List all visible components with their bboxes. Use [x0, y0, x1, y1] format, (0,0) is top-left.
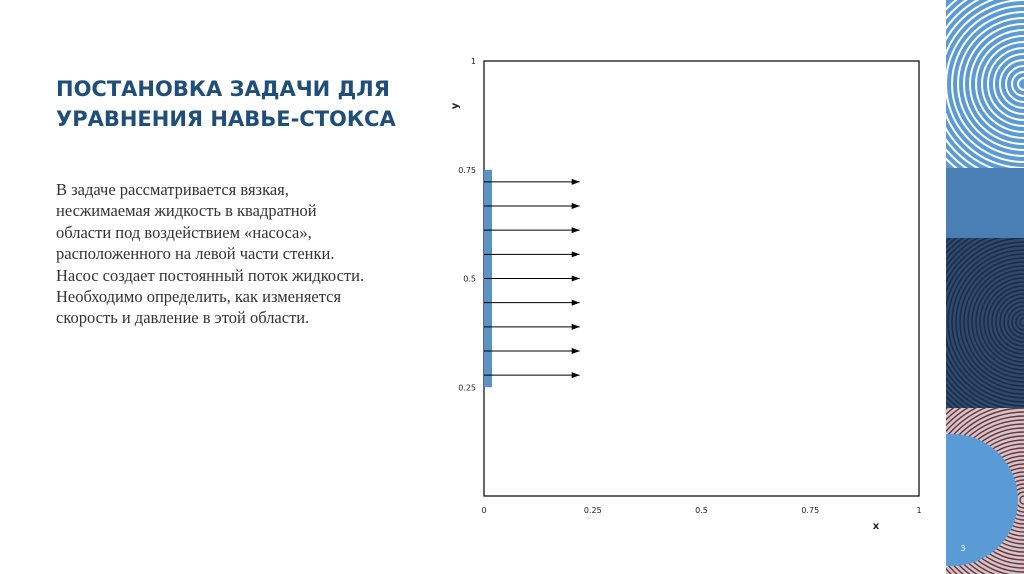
y-tick-label: 1	[470, 57, 476, 66]
y-axis-label: y	[450, 102, 461, 110]
body-line: несжимаемая жидкость в квадратной	[56, 201, 317, 221]
y-tick-label: 0.75	[458, 165, 476, 175]
decorative-side-panel	[946, 0, 1024, 574]
y-tick-label: 0.25	[458, 383, 476, 393]
body-line: расположенного на левой части стенки.	[56, 244, 335, 264]
body-line: области под воздействием «насоса»,	[56, 222, 312, 242]
page-number: 3	[960, 544, 966, 553]
x-axis-label: x	[872, 521, 880, 532]
title-line: ПОСТАНОВКА ЗАДАЧИ ДЛЯ	[56, 77, 390, 101]
y-tick-label: 0.5	[463, 274, 476, 284]
body-line: Необходимо определить, как изменяется	[56, 287, 342, 307]
body-line: скорость и давление в этой области.	[56, 308, 310, 328]
ring-pattern-top	[946, 0, 1024, 192]
body-line: В задаче рассматривается вязкая,	[56, 180, 289, 199]
blue-block	[946, 168, 1024, 238]
x-tick-label: 0	[481, 506, 487, 515]
ring-pattern-middle	[946, 202, 1024, 442]
x-tick-label: 0.25	[583, 506, 602, 515]
body-line: Насос создает постоянный поток жидкости.	[56, 265, 365, 285]
problem-description	[56, 179, 426, 329]
slide-title	[56, 74, 436, 134]
x-tick-label: 0.75	[801, 506, 820, 515]
x-tick-label: 1	[916, 506, 922, 515]
x-tick-label: 0.5	[695, 506, 708, 515]
pump-domain-diagram	[430, 40, 940, 540]
title-line: УРАВНЕНИЯ НАВЬЕ-СТОКСА	[56, 107, 396, 131]
